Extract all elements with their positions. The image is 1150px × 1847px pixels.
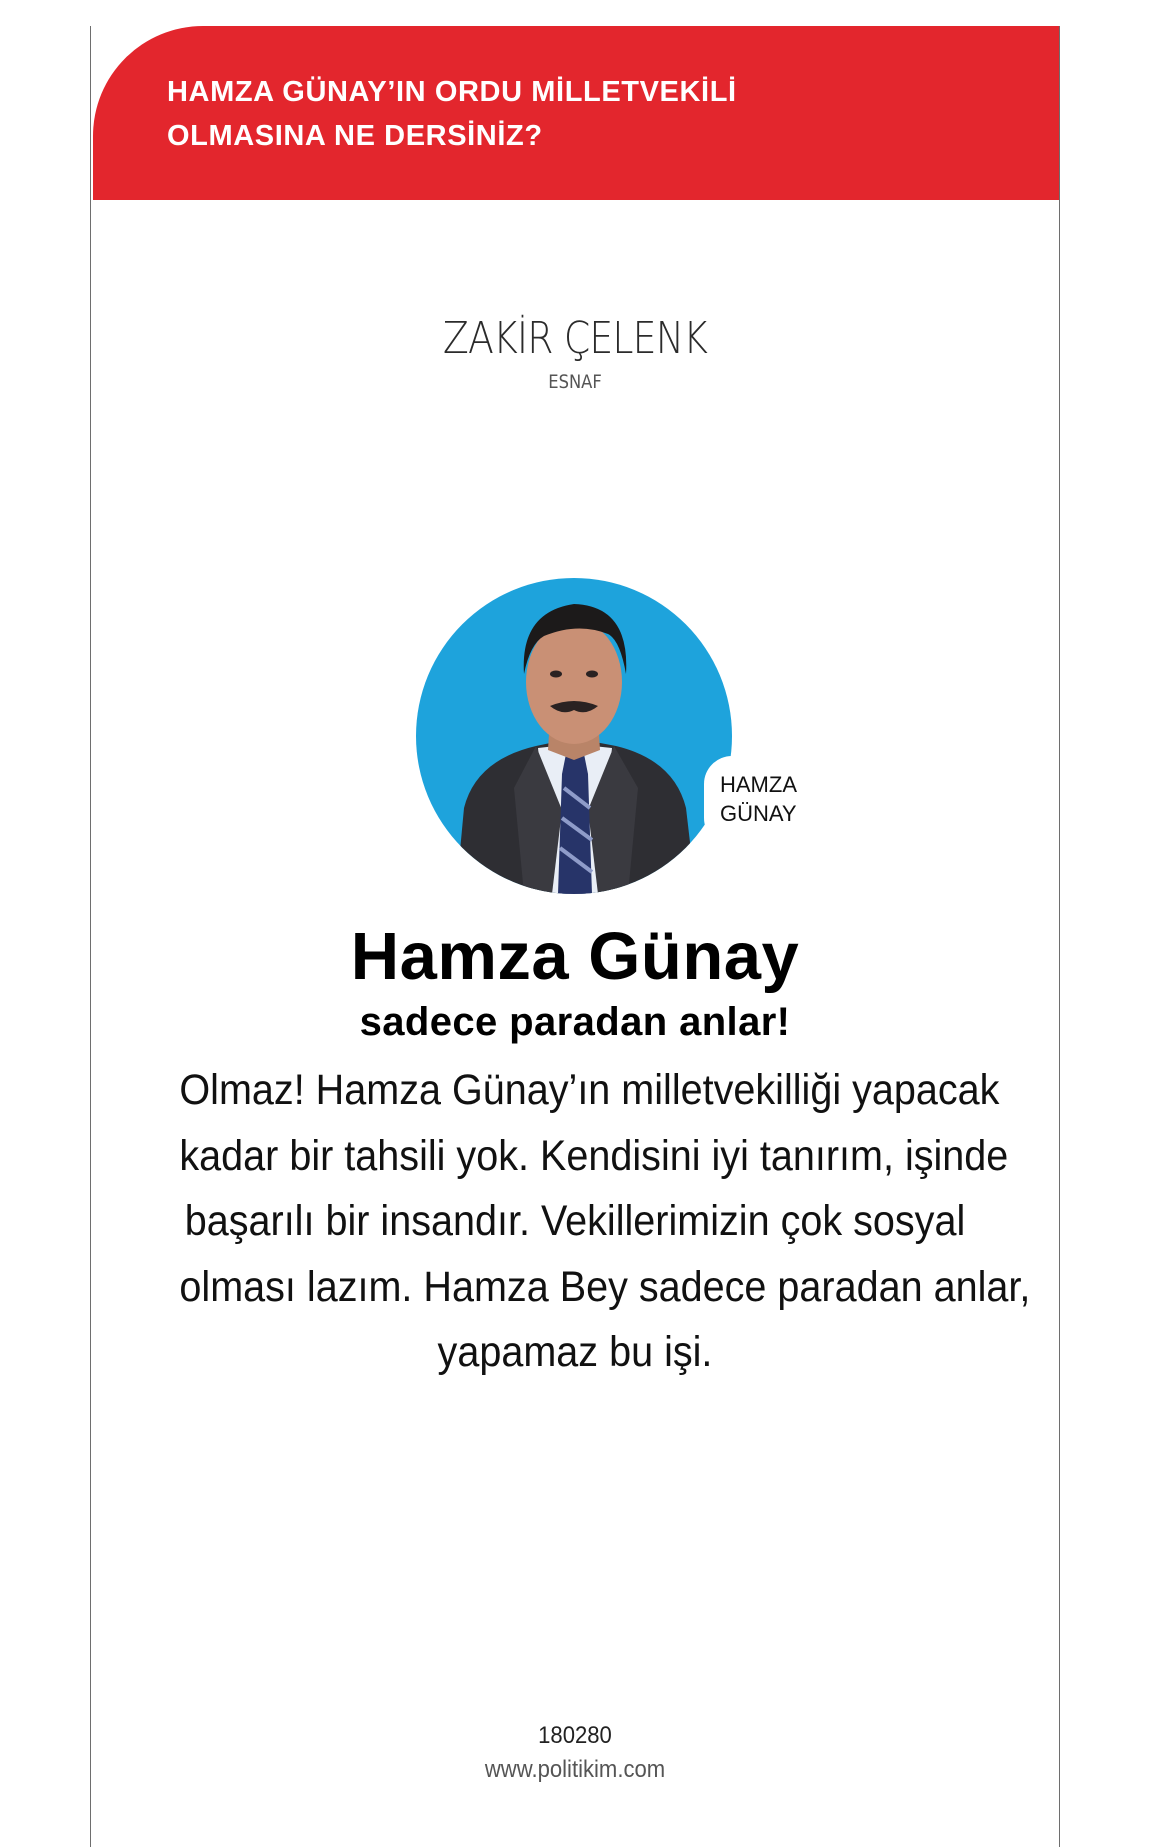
question-title-line-1: HAMZA GÜNAY’IN ORDU MİLLETVEKİLİ	[167, 76, 737, 108]
footer-id: 180280	[538, 1722, 612, 1749]
speaker-role: ESNAF	[548, 371, 602, 393]
quote-line: Olmaz! Hamza Günay’ın milletvekilliği yapacak	[179, 1066, 1000, 1114]
speaker-name: ZAKİR ÇELENK	[442, 313, 708, 364]
portrait-name-tag	[704, 756, 818, 846]
person-portrait	[416, 578, 732, 894]
question-title-line-2: OLMASINA NE DERSİNİZ?	[167, 120, 543, 152]
footer-site-link[interactable]: www.politikim.com	[484, 1756, 666, 1783]
headline: Hamza Günay	[350, 919, 800, 994]
portrait-name-tag-line-1: HAMZA	[720, 772, 797, 797]
quote-line: kadar bir tahsili yok. Kendisini iyi tanırım, işinde	[179, 1131, 1009, 1180]
question-banner	[93, 26, 1059, 200]
subheadline: sadece paradan anlar!	[359, 1000, 791, 1044]
question-title	[167, 70, 887, 158]
quote-line: başarılı bir insandır. Vekillerimizin çok sosyal	[184, 1197, 966, 1245]
portrait-name-tag-line-2: GÜNAY	[720, 801, 797, 826]
person-portrait-icon	[416, 578, 732, 894]
quote-line: olması lazım. Hamza Bey sadece paradan anlar,	[179, 1262, 1031, 1311]
quote-line: yapamaz bu işi.	[437, 1328, 713, 1376]
quote-text	[179, 1058, 1031, 1386]
